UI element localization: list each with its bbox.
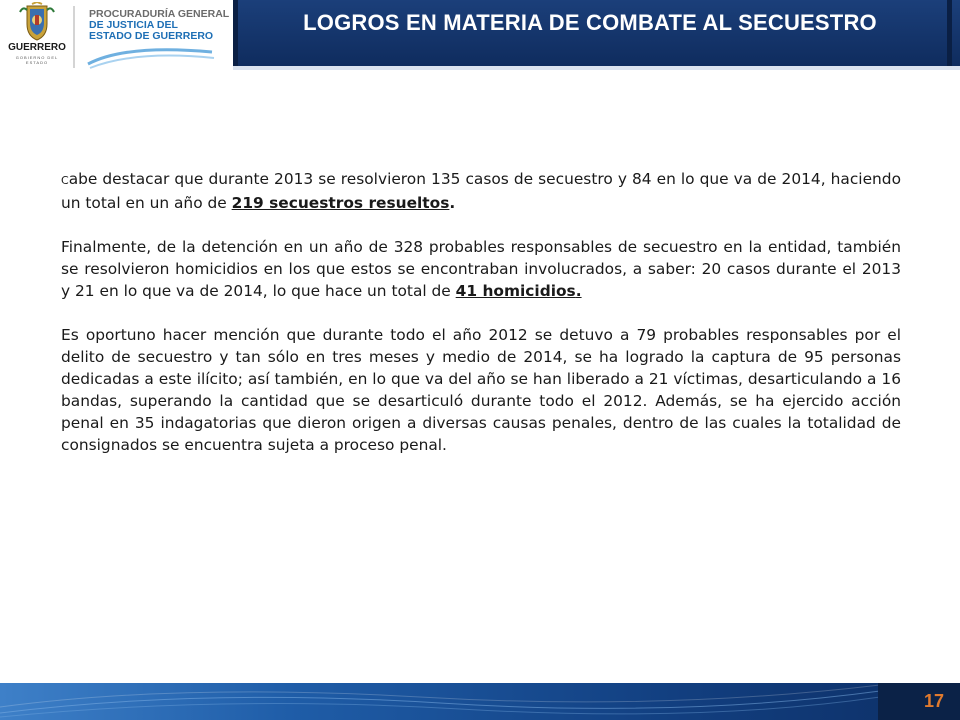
footer-pattern-icon: [0, 683, 880, 720]
seal-sublabel: GOBIERNO DEL ESTADO: [15, 55, 59, 65]
kidnappings-total-highlight: 219 secuestros resueltos: [231, 194, 450, 212]
seal-label: GUERRERO: [8, 42, 66, 53]
homicides-total-highlight: 41 homicidios: [455, 282, 576, 300]
page-number: 17: [923, 691, 944, 711]
agency-line-2: DE JUSTICIA DEL: [89, 19, 178, 31]
paragraph-1-end: .: [449, 194, 456, 212]
paragraph-kidnappings-resolved: [61, 168, 901, 214]
paragraph-1-text: abe destacar que durante 2013 se resolvieron 135 casos de secuestro y 84 en lo que va de 2014, haciendo un total en un año de: [61, 170, 901, 212]
slide-body: [61, 168, 901, 456]
paragraph-2-end: .: [575, 282, 582, 300]
swoosh-icon: [86, 42, 216, 70]
header-divider: [73, 6, 75, 68]
slide-title: LOGROS EN MATERIA DE COMBATE AL SECUESTRO: [303, 10, 877, 35]
page-number-box: [878, 683, 960, 720]
paragraph-arrests: Es oportuno hacer mención que durante todo el año 2012 se detuvo a 79 probables responsables por el delito de secuestro y tan sólo en tres meses y medio de 2014, se ha logrado la captura de 95 personas dedicadas a este ilícito; así también, en lo que va del año se han liberado a 21 víctimas, desarticulando a 16 bandas, superando la cantidad que se desarticuló durante todo el 2012. Además, se ha ejercido acción penal en 35 indagatorias que dieron origen a diversas causas penales, dentro de las cuales la totalidad de consignados se encuentra sujeta a proceso penal.: [61, 326, 901, 454]
agency-line-3: ESTADO DE GUERRERO: [89, 30, 214, 42]
paragraph-2-text: Finalmente, de la detención en un año de 328 probables responsables de secuestro en la entidad, también se resolvieron homicidios en los que estos se encontraban involucrados, a saber: 20 casos durante el 2013 y 21 en lo que va de 2014, lo que hace un total de: [61, 238, 901, 300]
title-shadow: [233, 66, 960, 70]
title-banner: [233, 0, 960, 66]
agency-line-1: PROCURADURÍA GENERAL: [89, 8, 230, 20]
guerrero-seal-logo: [6, 2, 66, 68]
slide-header: [0, 0, 960, 70]
coat-of-arms-icon: [6, 2, 68, 42]
footer-bar: [0, 683, 960, 720]
agency-name: [89, 9, 229, 42]
drop-letter: C: [61, 174, 69, 187]
paragraph-homicides: [61, 236, 901, 302]
